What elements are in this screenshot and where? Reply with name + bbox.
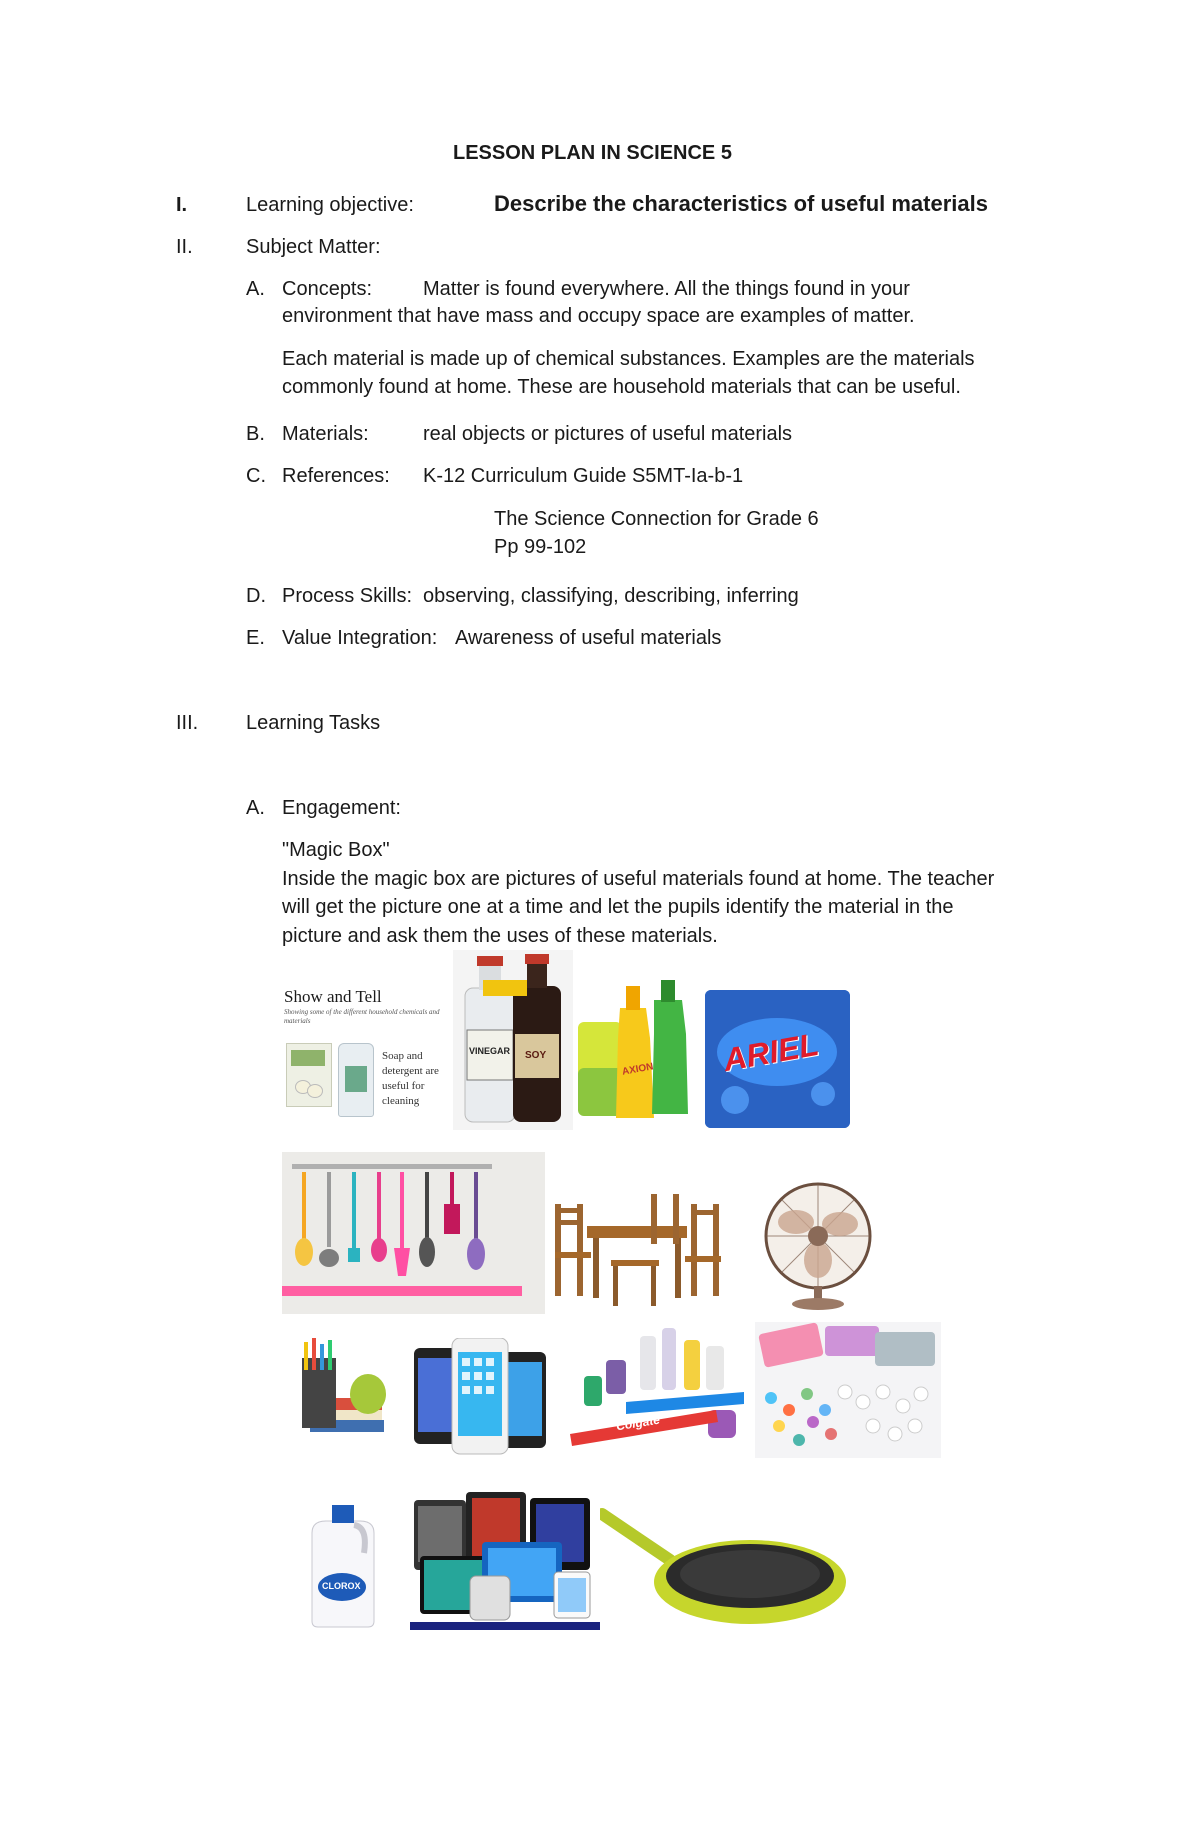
learning-objective: Describe the characteristics of useful materials bbox=[494, 191, 988, 216]
toiletries-picture bbox=[566, 1326, 751, 1454]
smartphones-picture bbox=[410, 1338, 550, 1456]
vinegar-soy-sauce-picture bbox=[453, 950, 573, 1130]
concepts-letter: A. bbox=[246, 278, 265, 300]
section-1-label: Learning objective: bbox=[246, 194, 414, 216]
reference-item: The Science Connection for Grade 6 bbox=[494, 508, 819, 530]
frying-pan-picture bbox=[600, 1500, 850, 1628]
ariel-detergent-picture bbox=[705, 990, 850, 1128]
soy-label: SOY bbox=[525, 1050, 547, 1061]
colgate-label: Colgate bbox=[615, 1412, 661, 1434]
caption-line: cleaning bbox=[382, 1095, 420, 1107]
engagement-label: Engagement: bbox=[282, 797, 401, 819]
activity-title: "Magic Box" bbox=[282, 839, 390, 861]
ariel-label: ARIEL bbox=[720, 1025, 822, 1079]
school-supplies-picture bbox=[282, 1338, 402, 1450]
electric-fan-picture bbox=[752, 1180, 886, 1312]
section-3-label: Learning Tasks bbox=[246, 712, 381, 734]
section-2-label: Subject Matter: bbox=[246, 236, 381, 258]
skills-label: Process Skills: bbox=[282, 585, 413, 607]
vinegar-label: VINEGAR bbox=[469, 1046, 511, 1056]
clorox-label: CLOROX bbox=[322, 1581, 361, 1591]
engagement-letter: A. bbox=[246, 797, 265, 819]
kitchen-utensils-picture bbox=[282, 1152, 545, 1314]
engagement-text-line: picture and ask them the uses of these materials. bbox=[282, 925, 718, 947]
show-tell-caption bbox=[382, 1049, 439, 1109]
values-label: Value Integration: bbox=[282, 627, 438, 649]
section-3-number: III. bbox=[176, 712, 199, 734]
concepts-label: Concepts: bbox=[282, 278, 373, 300]
materials-letter: B. bbox=[246, 423, 265, 445]
references-letter: C. bbox=[246, 465, 266, 487]
concepts-text-line: Matter is found everywhere. All the things found in your bbox=[423, 278, 910, 300]
show-tell-title: Show and Tell bbox=[284, 987, 382, 1006]
gadgets-picture bbox=[410, 1490, 600, 1630]
detergent-jug-image bbox=[338, 1043, 374, 1117]
show-and-tell-picture bbox=[282, 985, 450, 1129]
dining-table-set-picture bbox=[551, 1186, 721, 1312]
values-value: Awareness of useful materials bbox=[455, 627, 722, 649]
materials-label: Materials: bbox=[282, 423, 369, 445]
section-2-number: II. bbox=[176, 236, 193, 258]
caption-line: useful for bbox=[382, 1080, 425, 1092]
soap-box-image bbox=[286, 1043, 332, 1107]
materials-value: real objects or pictures of useful materials bbox=[423, 423, 793, 445]
caption-line: Soap and bbox=[382, 1050, 423, 1062]
concepts-text-line: Each material is made up of chemical substances. Examples are the materials bbox=[282, 348, 975, 370]
caption-line: detergent are bbox=[382, 1065, 439, 1077]
section-1-number: I. bbox=[176, 194, 188, 216]
concepts-text-line: environment that have mass and occupy space are examples of matter. bbox=[282, 305, 915, 327]
skills-value: observing, classifying, describing, inferring bbox=[423, 585, 799, 607]
references-label: References: bbox=[282, 465, 390, 487]
page-title: LESSON PLAN IN SCIENCE 5 bbox=[453, 142, 732, 164]
engagement-text-line: will get the picture one at a time and let the pupils identify the material in the bbox=[282, 896, 954, 918]
skills-letter: D. bbox=[246, 585, 266, 607]
reference-item: Pp 99-102 bbox=[494, 536, 587, 558]
values-letter: E. bbox=[246, 627, 265, 649]
reference-item: K-12 Curriculum Guide S5MT-Ia-b-1 bbox=[423, 465, 744, 487]
concepts-text-line: commonly found at home. These are household materials that can be useful. bbox=[282, 376, 961, 398]
show-tell-subtitle: Showing some of the different household chemicals and materials bbox=[284, 1008, 440, 1025]
axion-label: AXION bbox=[621, 1061, 655, 1078]
dishwashing-liquid-picture bbox=[576, 978, 701, 1128]
engagement-text-line: Inside the magic box are pictures of useful materials found at home. The teacher bbox=[282, 868, 995, 890]
bleach-bottle-picture bbox=[302, 1503, 384, 1629]
medicines-picture bbox=[755, 1322, 941, 1458]
